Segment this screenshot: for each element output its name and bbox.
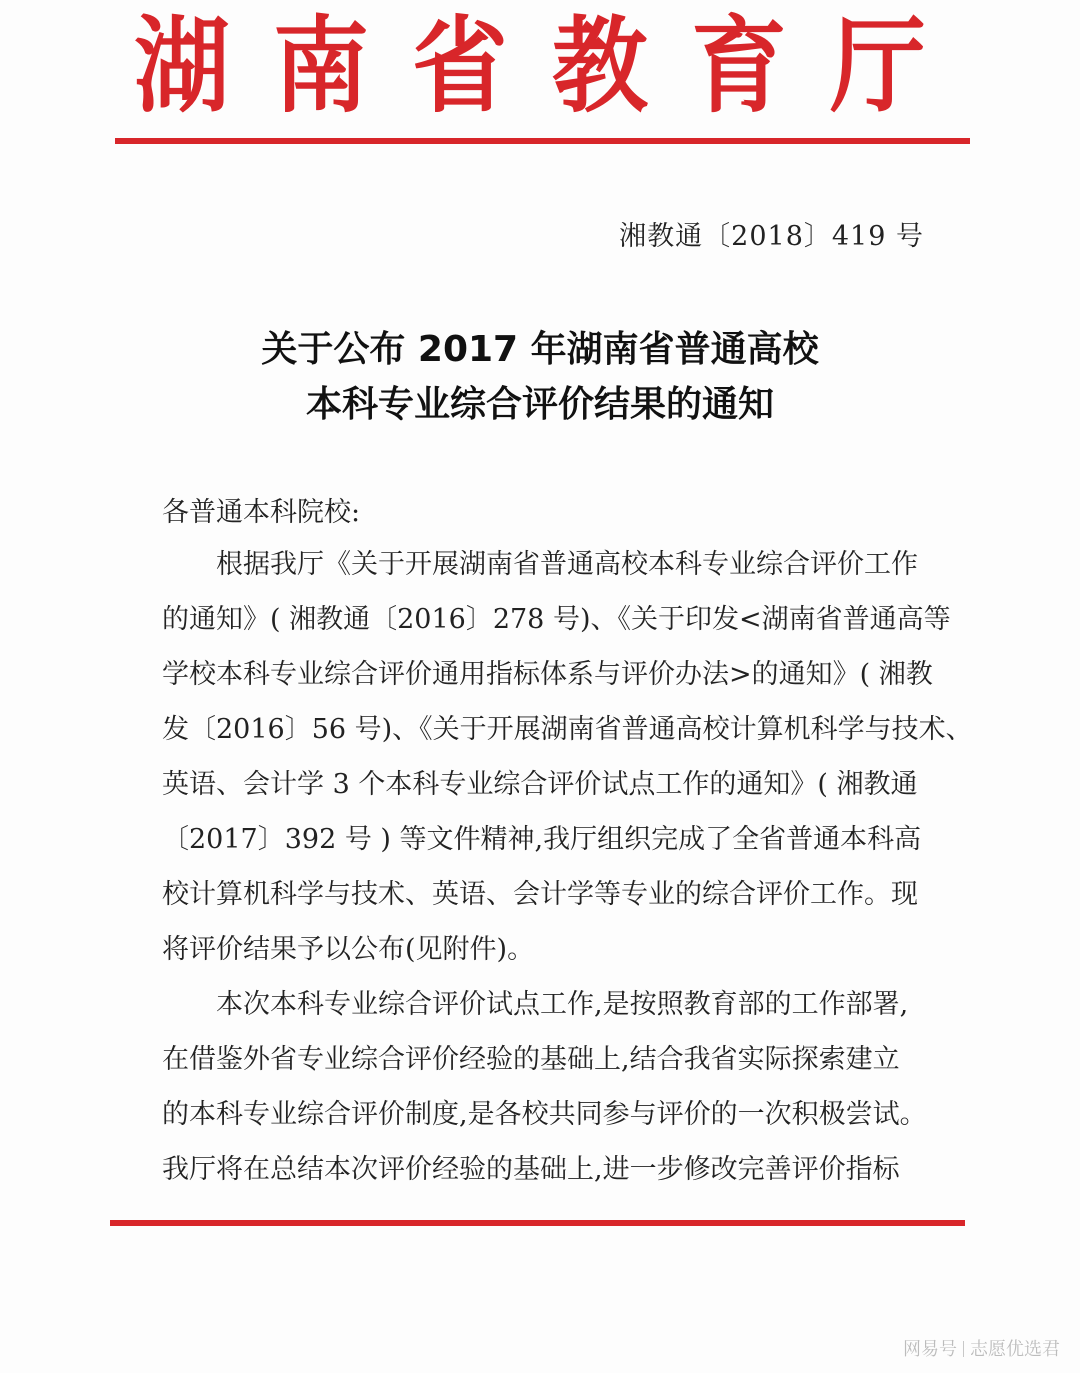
letterhead-char: 厅 [830, 4, 926, 127]
watermark-author: 志愿优选君 [970, 1339, 1060, 1360]
body-line: 校计算机科学与技术、英语、会计学等专业的综合评价工作。现 [162, 879, 918, 910]
letterhead-char: 育 [690, 4, 787, 127]
body-line: 〔2017〕392 号 ) 等文件精神,我厅组织完成了全省普通本科高 [162, 824, 922, 855]
letterhead-char: 湖 [134, 4, 230, 127]
salutation: 各普通本科院校: [162, 497, 361, 528]
body-line: 学校本科专业综合评价通用指标体系与评价办法>的通知》( 湘教 [162, 659, 933, 690]
title-line-2: 本科专业综合评价结果的通知 [305, 384, 774, 425]
body-line: 英语、会计学 3 个本科专业综合评价试点工作的通知》( 湘教通 [162, 769, 918, 800]
letterhead-char: 南 [273, 4, 370, 127]
document-title [160, 322, 920, 432]
letterhead-title [130, 4, 930, 127]
body-line: 在借鉴外省专业综合评价经验的基础上,结合我省实际探索建立 [162, 1044, 900, 1075]
body-line: 发〔2016〕56 号)、《关于开展湖南省普通高校计算机科学与技术、 [162, 714, 973, 745]
document-number: 湘教通〔2018〕419 号 [619, 221, 924, 252]
watermark [903, 1335, 1060, 1361]
watermark-brand: 网易号 [903, 1339, 957, 1360]
body-line: 根据我厅《关于开展湖南省普通高校本科专业综合评价工作 [216, 549, 918, 580]
body-line: 的本科专业综合评价制度,是各校共同参与评价的一次积极尝试。 [162, 1099, 927, 1130]
letterhead-char: 省 [412, 4, 509, 127]
body-line: 本次本科专业综合评价试点工作,是按照教育部的工作部署, [216, 989, 909, 1020]
body-line: 我厅将在总结本次评价经验的基础上,进一步修改完善评价指标 [162, 1154, 900, 1185]
letterhead-divider-bottom [110, 1220, 965, 1226]
title-line-1: 关于公布 2017 年湖南省普通高校 [261, 329, 819, 370]
body-line: 的通知》( 湘教通〔2016〕278 号)、《关于印发<湖南省普通高等 [162, 604, 951, 635]
watermark-separator [963, 1341, 964, 1357]
letterhead-divider-top [115, 138, 970, 144]
body-text [162, 542, 973, 1202]
letterhead-char: 教 [551, 4, 648, 127]
body-line: 将评价结果予以公布(见附件)。 [162, 934, 535, 965]
